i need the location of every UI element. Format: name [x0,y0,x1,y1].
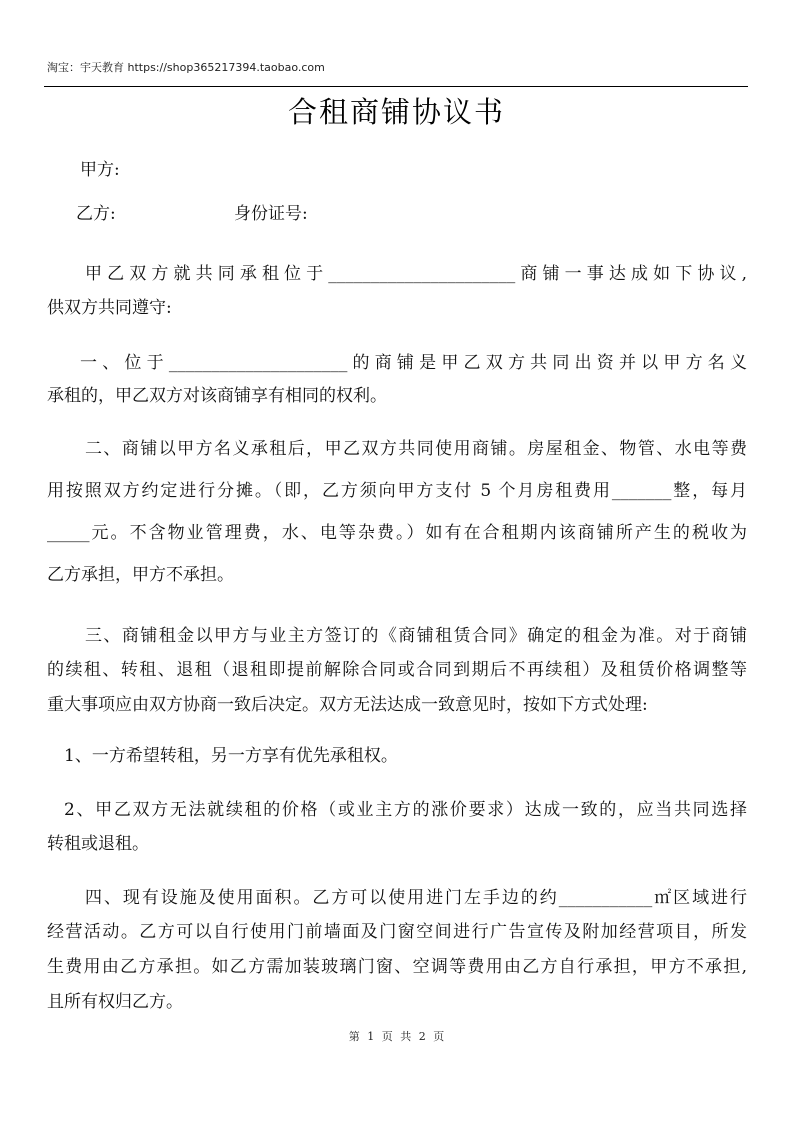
clause-2-line-1: 二、商铺以甲方名义承租后，甲乙双方共同使用商铺。房屋租金、物管、水电等费 [85,439,747,459]
intro-line-2: 供双方共同遵守: [47,298,172,318]
header-source: 淘宝：宇天教育 https://shop365217394.taobao.com [47,61,325,74]
clause-2-line-4: 乙方承担，甲方不承担。 [47,565,234,585]
clause-4-line-1: 四、现有设施及使用面积。乙方可以使用进门左手边的约___________㎡区域进行 [85,888,747,908]
clause-3-line-3: 重大事项应由双方协商一致后决定。双方无法达成一致意见时，按如下方式处理: [47,695,648,715]
clause-2-line-2: 用按照双方约定进行分摊。（即，乙方须向甲方支付 5 个月房租费用_______整，每月 [47,481,747,501]
item-1: 1、一方希望转租，另一方享有优先承租权。 [64,746,398,766]
clause-3-line-2: 的续租、转租、退租（退租即提前解除合同或合同到期后不再续租）及租赁价格调整等 [47,660,747,680]
page-footer: 第 1 页 共 2 页 [348,1030,445,1043]
item-2-line-2: 转租或退租。 [47,834,149,854]
intro-line-1: 甲乙双方就共同承租位于______________________商铺一事达成如下协议, [85,264,747,284]
clause-3-line-1: 三、商铺租金以甲方与业主方签订的《商铺租赁合同》确定的租金为准。对于商铺 [85,626,747,646]
party-b-label: 乙方: [76,204,116,224]
header-rule [44,86,748,87]
clause-4-line-4: 且所有权归乙方。 [47,992,183,1012]
id-number-label: 身份证号: [234,204,308,224]
clause-4-line-2: 经营活动。乙方可以自行使用门前墙面及门窗空间进行广告宣传及附加经营项目，所发 [47,922,747,942]
item-2-line-1: 2、甲乙双方无法就续租的价格（或业主方的涨价要求）达成一致的，应当共同选择 [64,800,747,820]
party-a-label: 甲方: [80,160,120,180]
clause-1-line-1: 一、位于_____________________的商铺是甲乙双方共同出资并以甲方名义 [80,353,747,373]
clause-1-line-2: 承租的，甲乙双方对该商铺享有相同的权利。 [47,386,387,406]
document-title: 合租商铺协议书 [287,95,505,129]
clause-4-line-3: 生费用由乙方承担。如乙方需加装玻璃门窗、空调等费用由乙方自行承担，甲方不承担, [47,957,747,977]
clause-2-line-3: _____元。不含物业管理费，水、电等杂费。）如有在合租期内该商铺所产生的税收为 [47,523,747,543]
